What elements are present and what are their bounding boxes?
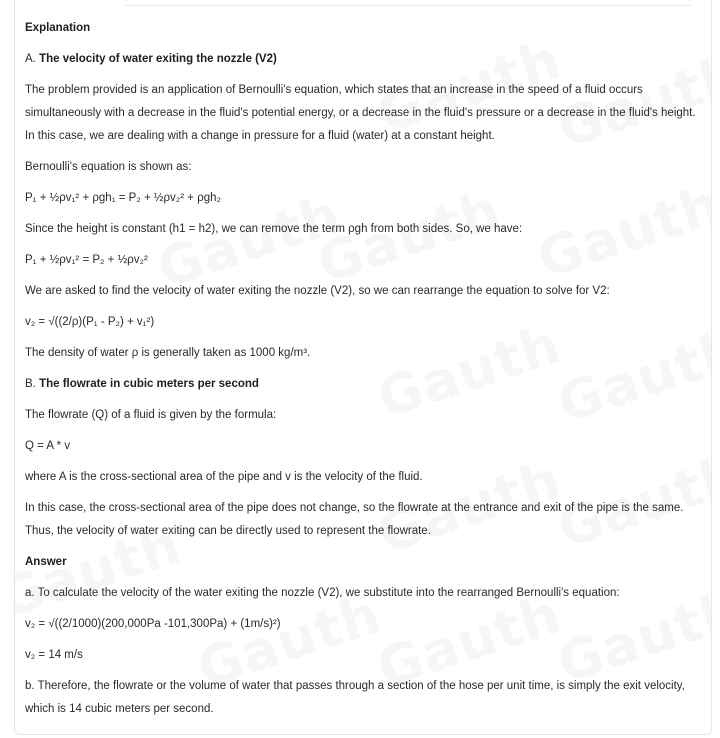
paragraph-answer-a: a. To calculate the velocity of the water exiting the nozzle (V2), we substitute into the rearranged Bernoulli's equation:	[25, 587, 620, 599]
equation-bernoulli-full: P₁ + ½ρv₁² + ρgh₁ = P₂ + ½ρv₂² + ρgh₂	[25, 192, 221, 204]
divider	[125, 5, 691, 6]
equation-flowrate: Q = A * v	[25, 440, 71, 452]
equation-substitution: v₂ = √((2/1000)(200,000Pa -101,300Pa) + (1m/s)²)	[25, 618, 281, 630]
equation-result: v₂ = 14 m/s	[25, 649, 83, 661]
paragraph-density: The density of water ρ is generally taken as 1000 kg/m³.	[25, 347, 311, 359]
paragraph-flowrate-terms: where A is the cross-sectional area of the pipe and v is the velocity of the fluid.	[25, 471, 423, 483]
paragraph-rearrange: We are asked to find the velocity of water exiting the nozzle (V2), so we can rearrange the equation to solve for V2:	[25, 285, 610, 297]
section-a-heading	[25, 48, 277, 71]
equation-bernoulli-simplified: P₁ + ½ρv₁² = P₂ + ½ρv₂²	[25, 254, 148, 266]
watermark	[370, 312, 569, 430]
answer-heading: Answer	[25, 556, 67, 568]
paragraph-equation-intro: Bernoulli's equation is shown as:	[25, 161, 192, 173]
paragraph-bernoulli-intro: The problem provided is an application of Bernoulli's equation, which states that an increase in the speed of a fluid occurs simultaneously with a decrease in the fluid's potential energy, or a decrease in the fluid's pressure or a decrease in the fluid's height. In this case, we are dealing with a change in pressure for a fluid (water) at a constant height.	[25, 84, 696, 142]
paragraph-constant-height: Since the height is constant (h1 = h2), we can remove the term ρgh from both sides. So, we have:	[25, 223, 523, 235]
section-b-prefix: B.	[25, 378, 36, 390]
equation-v2: v₂ = √((2/ρ)(P₁ - P₂) + v₁²)	[25, 316, 155, 328]
section-b-title: The flowrate in cubic meters per second	[39, 378, 259, 390]
paragraph-flowrate-formula: The flowrate (Q) of a fluid is given by the formula:	[25, 409, 277, 421]
section-a-title: The velocity of water exiting the nozzle (V2)	[39, 53, 277, 65]
explanation-card	[14, 0, 712, 735]
section-a-prefix: A.	[25, 53, 36, 65]
explanation-heading: Explanation	[25, 22, 91, 34]
paragraph-answer-b: b. Therefore, the flowrate or the volume of water that passes through a section of the hose per unit time, is simply the exit velocity, which is 14 cubic meters per second.	[25, 680, 685, 715]
watermark	[550, 317, 712, 435]
section-b-heading	[25, 373, 259, 396]
watermark	[530, 172, 712, 290]
paragraph-flowrate-same: In this case, the cross-sectional area of the pipe does not change, so the flowrate at the entrance and exit of the pipe is the same. Thus, the velocity of water exiting can be directly used to represent the flowrate.	[25, 502, 684, 537]
